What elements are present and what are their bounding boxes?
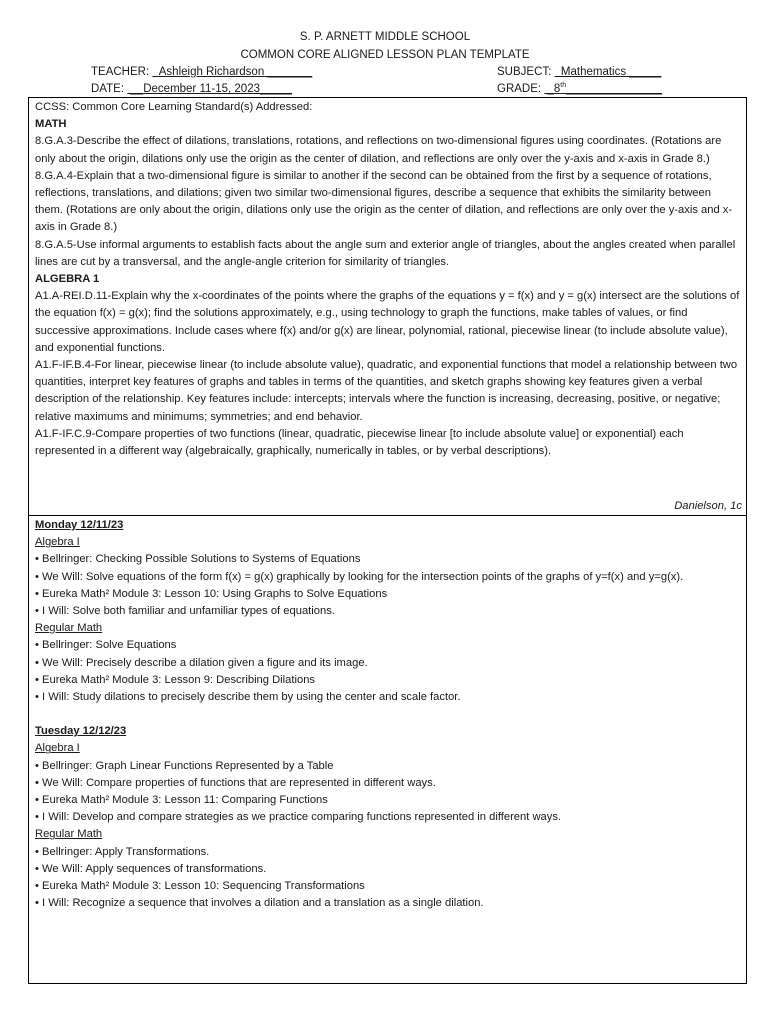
teacher-value: Ashleigh Richardson	[158, 66, 265, 78]
standards-heading: CCSS: Common Core Learning Standard(s) Addressed:	[35, 101, 313, 113]
teacher-field: TEACHER: Ashleigh Richardson _______	[91, 66, 313, 78]
plan-item: • I Will: Solve both familiar and unfamiliar types of equations.	[35, 605, 335, 618]
plan-item: • Bellringer: Apply Transformations.	[35, 845, 210, 858]
plan-item: • Eureka Math² Module 3: Lesson 10: Sequencing Transformations	[35, 880, 365, 893]
algebra-standard: A1.A-REI.D.11-Explain why the x-coordinates of the points where the graphs of the equations y = f(x) and y = g(x) intersect are the solutions of the equation f(x) = g(x); find the solutions approximately, e.g., using technology to graph the functions, make tables of values, or find successive approximations. Include cases where f(x) and/or g(x) are linear, polynomial, rational, piecewise linear (to include absolute value), and exponential functions.	[35, 290, 740, 354]
plan-item: • I Will: Study dilations to precisely describe them by using the center and scale factor.	[35, 691, 461, 704]
daily-plan-box	[28, 515, 747, 984]
subject-label: SUBJECT:	[497, 66, 552, 78]
plan-item: • I Will: Recognize a sequence that involves a dilation and a translation as a single dilation.	[35, 897, 484, 910]
grade-suffix: th	[560, 82, 567, 90]
standards-content	[35, 99, 740, 460]
date-field: DATE: __December 11-15, 2023_____	[91, 83, 292, 95]
section-title: Algebra I	[35, 536, 80, 549]
plan-item: • Eureka Math² Module 3: Lesson 11: Comparing Functions	[35, 794, 328, 807]
plan-item: • Bellringer: Solve Equations	[35, 639, 177, 652]
algebra-standard: A1.F-IF.C.9-Compare properties of two functions (linear, quadratic, piecewise linear [to include absolute value] or exponential) each represented in a different way (algebraically, graphically, numerically in tables, or by verbal descriptions).	[35, 427, 684, 458]
math-standard: 8.G.A.3-Describe the effect of dilations, translations, rotations, and reflections on two-dimensional figures using coordinates. (Rotations are only about the origin, dilations only use the origin as the center of dilation, and reflections are only over the y-axis and x-axis in Grade 8.)	[35, 135, 722, 165]
plan-item: • Eureka Math² Module 3: Lesson 10: Using Graphs to Solve Equations	[35, 587, 388, 600]
spacer	[35, 706, 740, 723]
template-title: COMMON CORE ALIGNED LESSON PLAN TEMPLATE	[240, 49, 530, 61]
date-value: December 11-15, 2023	[143, 83, 260, 95]
plan-item: • We Will: Precisely describe a dilation given a figure and its image.	[35, 656, 368, 669]
plan-item: • We Will: Compare properties of functions that are represented in different ways.	[35, 776, 436, 789]
plan-item: • Bellringer: Graph Linear Functions Represented by a Table	[35, 759, 334, 772]
math-standard: 8.G.A.5-Use informal arguments to establish facts about the angle sum and exterior angle of triangles, about the angles created when parallel lines are cut by a transversal, and the angle-angle criterion for similarity of triangles.	[35, 238, 736, 268]
grade-label: GRADE:	[497, 83, 542, 95]
school-name: S. P. ARNETT MIDDLE SCHOOL	[299, 31, 471, 43]
daily-plan-content	[35, 517, 740, 912]
plan-item: • We Will: Apply sequences of transformations.	[35, 862, 267, 875]
subject-value: Mathematics	[560, 66, 627, 78]
section-title: Regular Math	[35, 828, 103, 841]
grade-value: 8	[553, 83, 561, 95]
math-title: MATH	[35, 118, 67, 131]
algebra-standard: A1.F-IF.B.4-For linear, piecewise linear (to include absolute value), quadratic, and exponential functions that model a relationship between two quantities, interpret key features of graphs and tables in terms of the quantities, and sketch graphs showing key features given a verbal description of the relationship. Key features include: intercepts; intervals where the function is increasing, decreasing, positive, or negative; relative maximums and minimums; symmetries; and end behavior.	[35, 359, 738, 423]
math-standard: 8.G.A.4-Explain that a two-dimensional figure is similar to another if the second can be obtained from the first by a sequence of rotations, reflections, translations, and dilations; given two similar two-dimensional figures, describe a sequence that exhibits the similarity between them. (Rotations are only about the origin, dilations only use the origin as the center of dilation, and reflections are only over the y-axis and x-axis in Grade 8.)	[35, 169, 733, 234]
grade-field: GRADE: _8th_______________	[497, 82, 663, 95]
day-title: Tuesday 12/12/23	[35, 725, 127, 738]
section-title: Regular Math	[35, 622, 103, 635]
day-title: Monday 12/11/23	[35, 519, 124, 531]
standards-box	[28, 97, 747, 516]
subject-field: SUBJECT: Mathematics _____	[497, 66, 662, 78]
plan-item: • I Will: Develop and compare strategies as we practice comparing functions represented in different ways.	[35, 811, 562, 824]
teacher-label: TEACHER:	[91, 66, 150, 78]
date-label: DATE:	[91, 83, 125, 95]
plan-item: • Eureka Math² Module 3: Lesson 9: Describing Dilations	[35, 673, 316, 686]
algebra-title: ALGEBRA 1	[35, 273, 100, 286]
plan-item: • We Will: Solve equations of the form f(x) = g(x) graphically by looking for the intersection points of the graphs of y=f(x) and y=g(x).	[35, 570, 684, 583]
danielson-reference: Danielson, 1c	[674, 500, 742, 512]
section-title: Algebra I	[35, 742, 80, 755]
plan-item: • Bellringer: Checking Possible Solutions to Systems of Equations	[35, 553, 361, 566]
